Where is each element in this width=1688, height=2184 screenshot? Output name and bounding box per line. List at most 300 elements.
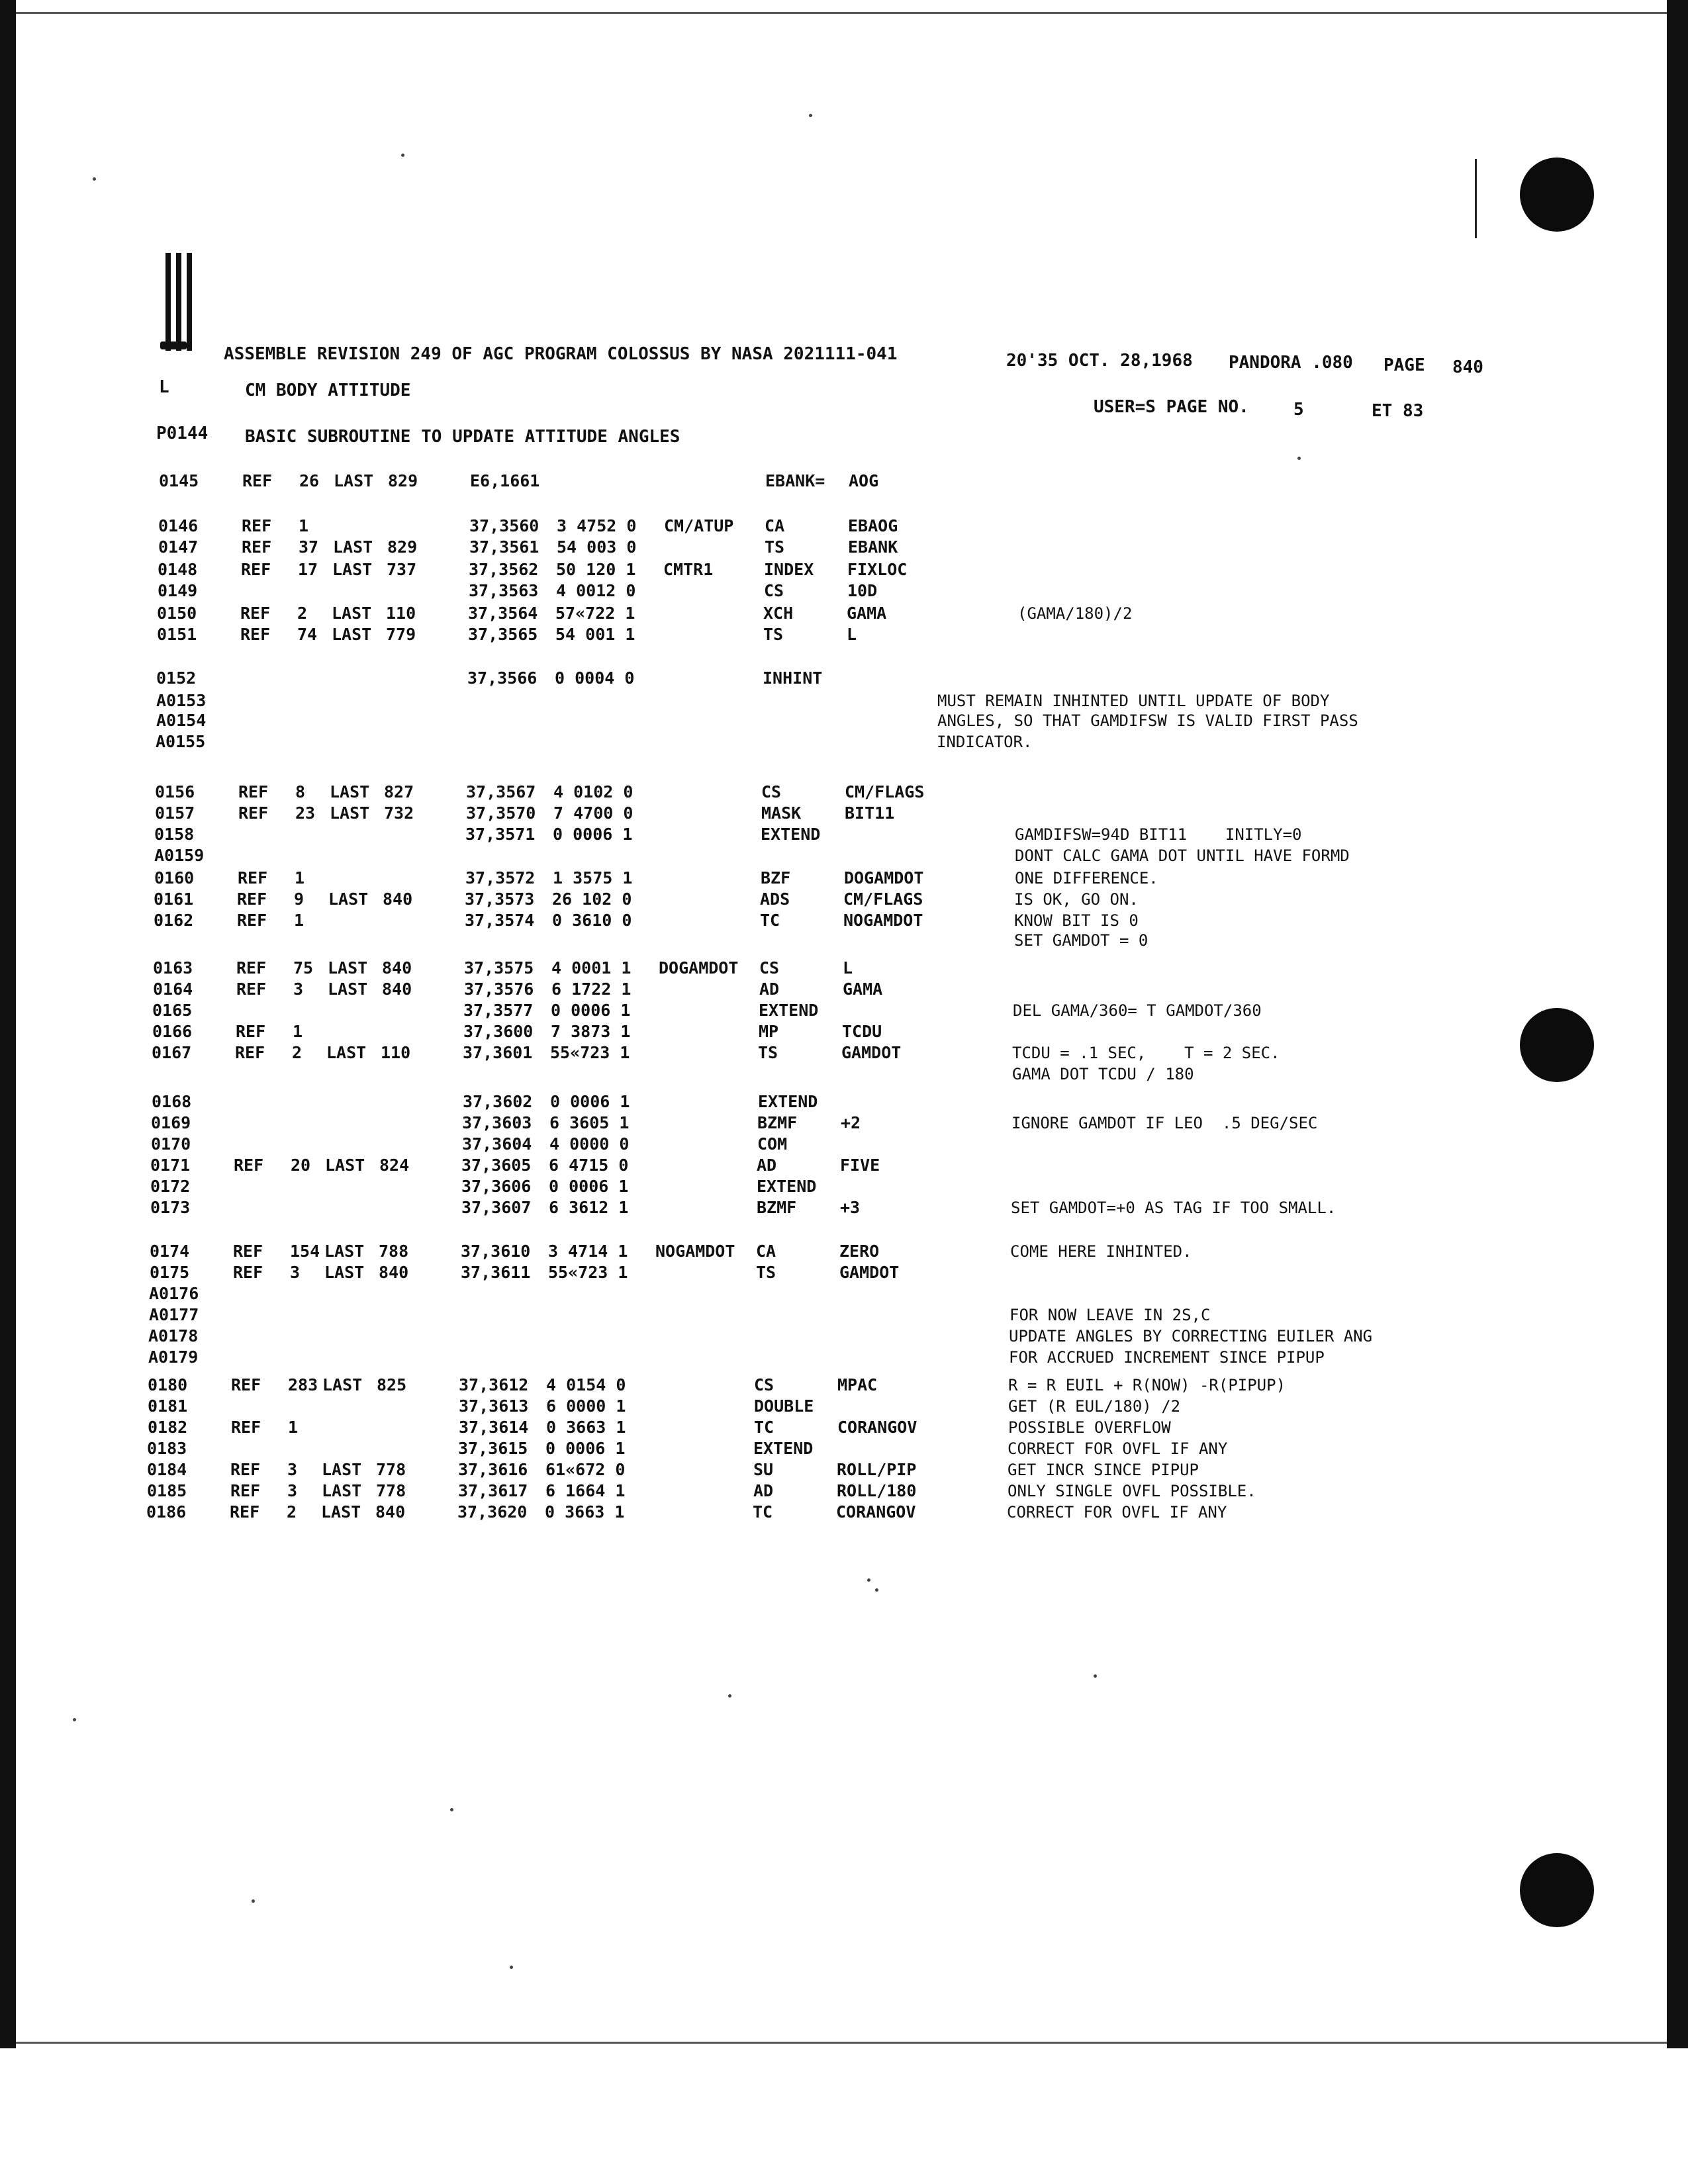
line-operand: AOG <box>849 471 879 490</box>
line-rc: 23 <box>295 803 316 823</box>
line-no: 0174 <box>150 1242 190 1261</box>
line-no: A0177 <box>149 1305 199 1324</box>
line-lp: 737 <box>387 560 417 579</box>
line-addr: 37,3560 <box>469 516 539 535</box>
line-rc: 2 <box>287 1502 297 1522</box>
punch-hole-middle <box>1520 1008 1594 1082</box>
line-lp: 788 <box>379 1242 409 1261</box>
line-addr: 37,3614 <box>459 1418 529 1437</box>
line-code: 57«722 1 <box>555 604 635 623</box>
line-no: 0181 <box>148 1396 188 1416</box>
staple-mark <box>187 253 192 351</box>
line-ref: REF <box>233 1242 263 1261</box>
user-page-suffix: ET 83 <box>1372 401 1424 421</box>
line-rc: 8 <box>295 782 306 801</box>
line-no: 0160 <box>154 868 195 887</box>
line-last: LAST <box>334 471 374 490</box>
line-label: CM/ATUP <box>664 516 734 535</box>
line-lp: 732 <box>384 803 414 823</box>
line-op: CA <box>756 1242 776 1261</box>
line-code: 4 0000 0 <box>549 1134 630 1154</box>
line-no: 0166 <box>152 1022 193 1041</box>
line-ref: REF <box>230 1481 261 1500</box>
line-last: LAST <box>325 1156 365 1175</box>
line-operand: CM/FLAGS <box>845 782 925 801</box>
line-operand: DOGAMDOT <box>844 868 924 887</box>
line-operand: 10D <box>847 581 878 600</box>
line-no: 0147 <box>158 537 199 557</box>
line-addr: 37,3601 <box>463 1043 533 1062</box>
line-no: 0165 <box>152 1001 193 1020</box>
line-no: A0153 <box>156 691 207 710</box>
line-comment: R = R EUIL + R(NOW) -R(PIPUP) <box>1008 1376 1286 1394</box>
line-op: INDEX <box>764 560 814 579</box>
line-rc: 154 <box>290 1242 320 1261</box>
line-rc: 75 <box>293 958 314 978</box>
line-operand: MPAC <box>837 1375 878 1394</box>
line-code: 4 0001 1 <box>551 958 632 978</box>
line-code: 55«723 1 <box>550 1043 630 1062</box>
line-last: LAST <box>322 1460 362 1479</box>
line-operand: L <box>847 625 857 644</box>
line-code: 54 001 1 <box>555 625 635 644</box>
header-page-label: PAGE <box>1383 355 1425 375</box>
line-comment: MUST REMAIN INHINTED UNTIL UPDATE OF BODY <box>937 692 1330 710</box>
line-op: AD <box>757 1156 777 1175</box>
line-no: 0150 <box>157 604 197 623</box>
line-addr: 37,3570 <box>466 803 536 823</box>
line-rc: 37 <box>299 537 319 557</box>
line-comment: GAMDIFSW=94D BIT11 INITLY=0 <box>1015 825 1302 844</box>
line-code: 4 0102 0 <box>553 782 633 801</box>
line-no: A0155 <box>156 732 206 751</box>
user-page-number: 5 <box>1293 400 1304 420</box>
line-comment: INDICATOR. <box>937 733 1033 751</box>
line-lp: 840 <box>382 979 412 999</box>
line-ref: REF <box>238 868 268 887</box>
line-last: LAST <box>332 560 373 579</box>
line-addr: 37,3616 <box>458 1460 528 1479</box>
line-addr: 37,3602 <box>463 1092 533 1111</box>
line-addr: 37,3566 <box>467 668 538 688</box>
line-no: A0176 <box>149 1284 199 1303</box>
line-label: DOGAMDOT <box>659 958 739 978</box>
line-addr: 37,3617 <box>458 1481 528 1500</box>
line-lp: 840 <box>379 1263 409 1282</box>
line-ref: REF <box>240 604 271 623</box>
line-last: LAST <box>330 782 370 801</box>
line-operand: +3 <box>840 1198 861 1217</box>
line-comment: KNOW BIT IS 0 <box>1014 911 1139 930</box>
punch-hole-top <box>1520 158 1594 232</box>
line-comment: SET GAMDOT=+0 AS TAG IF TOO SMALL. <box>1011 1199 1336 1217</box>
line-lp: 827 <box>384 782 414 801</box>
line-operand: GAMA <box>847 604 887 623</box>
line-ref: REF <box>236 958 267 978</box>
line-op: INHINT <box>763 668 823 688</box>
scan-border-top <box>16 12 1667 14</box>
line-ref: REF <box>236 979 267 999</box>
line-code: 7 4700 0 <box>553 803 633 823</box>
line-rc: 20 <box>291 1156 311 1175</box>
line-op: DOUBLE <box>754 1396 814 1416</box>
line-no: 0151 <box>157 625 197 644</box>
line-rc: 283 <box>288 1375 318 1394</box>
line-op: EBANK= <box>765 471 825 490</box>
line-rc: 3 <box>290 1263 301 1282</box>
line-addr: 37,3571 <box>465 825 536 844</box>
header-page-number: 840 <box>1452 357 1483 377</box>
staple-mark <box>160 341 187 349</box>
line-operand: CORANGOV <box>837 1418 917 1437</box>
scan-border-right <box>1667 0 1688 2048</box>
line-ref: REF <box>235 1043 265 1062</box>
line-code: 0 3663 1 <box>545 1502 625 1522</box>
line-code: 6 3612 1 <box>549 1198 629 1217</box>
line-addr: 37,3612 <box>459 1375 529 1394</box>
line-no: 0182 <box>148 1418 188 1437</box>
line-code: 6 1664 1 <box>545 1481 626 1500</box>
line-lp: 840 <box>375 1502 406 1522</box>
line-op: EXTEND <box>759 1001 819 1020</box>
line-comment: POSSIBLE OVERFLOW <box>1008 1418 1171 1437</box>
line-op: EXTEND <box>757 1177 817 1196</box>
line-lp: 840 <box>383 889 413 909</box>
line-no: 0152 <box>156 668 197 688</box>
line-comment: ONLY SINGLE OVFL POSSIBLE. <box>1008 1482 1256 1500</box>
line-no: 0186 <box>146 1502 187 1522</box>
line-op: CA <box>765 516 785 535</box>
line-comment: IGNORE GAMDOT IF LEO .5 DEG/SEC <box>1011 1114 1318 1132</box>
line-code: 0 3610 0 <box>552 911 632 930</box>
line-lp: 110 <box>386 604 416 623</box>
staple-mark <box>165 253 171 351</box>
line-code: 0 0006 1 <box>545 1439 626 1458</box>
line-last: LAST <box>322 1375 363 1394</box>
line-addr: 37,3565 <box>468 625 538 644</box>
line-ref: REF <box>230 1502 260 1522</box>
line-code: 0 0006 1 <box>553 825 633 844</box>
line-addr: 37,3607 <box>461 1198 532 1217</box>
line-rc: 2 <box>292 1043 303 1062</box>
line-ref: REF <box>242 537 272 557</box>
line-no: 0164 <box>153 979 193 999</box>
line-no: A0159 <box>154 846 205 865</box>
punch-hole-bottom <box>1520 1853 1594 1927</box>
line-addr: 37,3574 <box>465 911 535 930</box>
line-ref: REF <box>242 516 272 535</box>
line-no: A0179 <box>148 1347 199 1367</box>
line-op: TS <box>765 537 785 557</box>
line-last: LAST <box>321 1502 361 1522</box>
line-last: LAST <box>332 604 372 623</box>
line-no: 0158 <box>154 825 195 844</box>
line-op: AD <box>759 979 780 999</box>
line-no: 0171 <box>150 1156 191 1175</box>
line-no: 0184 <box>147 1460 187 1479</box>
line-no: 0185 <box>147 1481 187 1500</box>
line-addr: 37,3610 <box>461 1242 531 1261</box>
line-operand: +2 <box>841 1113 861 1132</box>
line-addr: 37,3564 <box>468 604 538 623</box>
line-comment: DEL GAMA/360= T GAMDOT/360 <box>1013 1001 1262 1020</box>
line-comment: ONE DIFFERENCE. <box>1015 869 1158 887</box>
line-addr: 37,3575 <box>464 958 534 978</box>
line-no: 0163 <box>153 958 193 978</box>
line-operand: ZERO <box>839 1242 880 1261</box>
line-addr: 37,3600 <box>463 1022 534 1041</box>
line-op: EXTEND <box>753 1439 814 1458</box>
line-code: 54 003 0 <box>557 537 637 557</box>
line-lp: 829 <box>388 471 418 490</box>
line-rc: 1 <box>293 1022 303 1041</box>
line-addr: 37,3611 <box>461 1263 531 1282</box>
line-last: LAST <box>333 537 373 557</box>
line-addr: 37,3561 <box>469 537 539 557</box>
line-addr: 37,3563 <box>469 581 539 600</box>
line-op: EXTEND <box>758 1092 818 1111</box>
line-op: TC <box>754 1418 774 1437</box>
line-no: 0183 <box>147 1439 187 1458</box>
line-code: 6 0000 1 <box>546 1396 626 1416</box>
line-no: 0156 <box>155 782 195 801</box>
line-rc: 3 <box>287 1481 298 1500</box>
line-addr: 37,3572 <box>465 868 536 887</box>
line-last: LAST <box>328 979 368 999</box>
line-code: 55«723 1 <box>548 1263 628 1282</box>
line-code: 0 3663 1 <box>546 1418 626 1437</box>
line-lp: 829 <box>387 537 418 557</box>
line-code: 3 4752 0 <box>557 516 637 535</box>
line-op: TC <box>753 1502 773 1522</box>
line-ref: REF <box>238 803 269 823</box>
line-ref: REF <box>241 560 271 579</box>
line-op: BZMF <box>757 1113 798 1132</box>
line-addr: 37,3615 <box>458 1439 528 1458</box>
line-no: A0154 <box>156 711 207 730</box>
section-title: CM BODY ATTITUDE <box>245 381 411 400</box>
line-code: 26 102 0 <box>552 889 632 909</box>
line-op: EXTEND <box>761 825 821 844</box>
line-comment: CORRECT FOR OVFL IF ANY <box>1008 1439 1228 1458</box>
line-operand: GAMDOT <box>841 1043 902 1062</box>
line-comment: IS OK, GO ON. <box>1014 890 1139 909</box>
line-rc: 17 <box>298 560 318 579</box>
line-comment: CORRECT FOR OVFL IF ANY <box>1007 1503 1227 1522</box>
line-operand: FIXLOC <box>847 560 908 579</box>
line-op: SU <box>753 1460 774 1479</box>
line-operand: GAMA <box>843 979 883 999</box>
line-last: LAST <box>332 625 372 644</box>
line-comment: GAMA DOT TCDU / 180 <box>1012 1065 1194 1083</box>
line-label: CMTR1 <box>663 560 714 579</box>
line-rc: 1 <box>288 1418 299 1437</box>
line-lp: 110 <box>381 1043 411 1062</box>
line-ref: REF <box>230 1460 261 1479</box>
line-last: LAST <box>328 958 368 978</box>
line-operand: EBANK <box>848 537 898 557</box>
line-no: 0172 <box>150 1177 191 1196</box>
line-op: CS <box>764 581 784 600</box>
line-rc: 9 <box>294 889 305 909</box>
line-no: 0173 <box>150 1198 191 1217</box>
line-label: NOGAMDOT <box>655 1242 735 1261</box>
line-addr: 37,3613 <box>459 1396 529 1416</box>
line-code: 6 4715 0 <box>549 1156 629 1175</box>
line-rc: 1 <box>295 868 305 887</box>
line-last: LAST <box>322 1481 362 1500</box>
line-comment: TCDU = .1 SEC, T = 2 SEC. <box>1012 1044 1280 1062</box>
line-lp: 779 <box>386 625 416 644</box>
header-L: L <box>159 377 169 397</box>
line-op: COM <box>757 1134 788 1154</box>
line-lp: 824 <box>379 1156 410 1175</box>
staple-mark <box>176 253 181 351</box>
margin-tick <box>1475 159 1477 238</box>
line-code: 4 0012 0 <box>556 581 636 600</box>
line-no: 0146 <box>158 516 199 535</box>
line-comment: FOR NOW LEAVE IN 2S,C <box>1009 1306 1211 1324</box>
line-ref: REF <box>237 911 267 930</box>
line-code: 6 1722 1 <box>551 979 632 999</box>
header-pandora: PANDORA .080 <box>1229 353 1353 373</box>
header-datetime: 20'35 OCT. 28,1968 <box>1006 351 1193 371</box>
line-comment: FOR ACCRUED INCREMENT SINCE PIPUP <box>1009 1348 1325 1367</box>
line-op: CS <box>759 958 780 978</box>
line-op: TS <box>763 625 784 644</box>
line-no: 0148 <box>158 560 198 579</box>
line-rc: 2 <box>297 604 308 623</box>
line-addr: 37,3567 <box>466 782 536 801</box>
line-last: LAST <box>324 1263 365 1282</box>
line-op: MASK <box>761 803 802 823</box>
line-operand: EBAOG <box>848 516 898 535</box>
line-last: LAST <box>326 1043 367 1062</box>
user-page-line: USER=S PAGE NO. <box>1094 397 1249 417</box>
line-operand: ROLL/PIP <box>837 1460 917 1479</box>
line-ref: REF <box>242 471 273 490</box>
line-op: AD <box>753 1481 774 1500</box>
line-code: 0 0006 1 <box>551 1001 631 1020</box>
line-addr: 37,3606 <box>461 1177 532 1196</box>
line-ref: REF <box>231 1375 261 1394</box>
line-no: 0169 <box>151 1113 191 1132</box>
line-op: BZF <box>761 868 791 887</box>
line-operand: TCDU <box>842 1022 882 1041</box>
line-addr: 37,3603 <box>462 1113 532 1132</box>
line-operand: L <box>843 958 853 978</box>
line-code: 50 120 1 <box>556 560 636 579</box>
line-addr: 37,3605 <box>461 1156 532 1175</box>
line-comment: COME HERE INHINTED. <box>1010 1242 1192 1261</box>
line-no: 0180 <box>148 1375 188 1394</box>
line-no: 0167 <box>152 1043 192 1062</box>
line-operand: ROLL/180 <box>837 1481 917 1500</box>
line-op: MP <box>759 1022 779 1041</box>
line-addr: 37,3562 <box>469 560 539 579</box>
line-comment: SET GAMDOT = 0 <box>1014 931 1149 950</box>
line-no: A0178 <box>148 1326 199 1345</box>
line-no: 0157 <box>155 803 195 823</box>
p-line-text: BASIC SUBROUTINE TO UPDATE ATTITUDE ANGLES <box>245 427 680 447</box>
line-no: 0168 <box>152 1092 192 1111</box>
line-op: TS <box>756 1263 776 1282</box>
line-ref: REF <box>240 625 271 644</box>
line-comment: DONT CALC GAMA DOT UNTIL HAVE FORMD <box>1015 846 1350 865</box>
line-code: 61«672 0 <box>545 1460 626 1479</box>
line-last: LAST <box>330 803 370 823</box>
line-ref: REF <box>231 1418 261 1437</box>
line-operand: CORANGOV <box>836 1502 916 1522</box>
line-lp: 778 <box>376 1481 406 1500</box>
line-code: 1 3575 1 <box>553 868 633 887</box>
line-comment: ANGLES, SO THAT GAMDIFSW IS VALID FIRST PASS <box>937 711 1358 730</box>
line-op: ADS <box>760 889 790 909</box>
line-last: LAST <box>328 889 369 909</box>
line-last: LAST <box>324 1242 365 1261</box>
line-code: 7 3873 1 <box>551 1022 631 1041</box>
line-comment: GET (R EUL/180) /2 <box>1008 1397 1181 1416</box>
line-op: TC <box>760 911 780 930</box>
line-ref: REF <box>234 1156 264 1175</box>
line-code: 0 0004 0 <box>555 668 635 688</box>
line-rc: 74 <box>297 625 318 644</box>
line-code: 3 4714 1 <box>548 1242 628 1261</box>
line-rc: 3 <box>287 1460 298 1479</box>
line-addr: 37,3577 <box>463 1001 534 1020</box>
line-ref: REF <box>238 782 269 801</box>
p-line-id: P0144 <box>156 424 209 443</box>
line-op: TS <box>758 1043 778 1062</box>
line-operand: BIT11 <box>845 803 895 823</box>
line-op: XCH <box>763 604 794 623</box>
line-no: 0145 <box>159 471 199 490</box>
line-no: 0175 <box>150 1263 190 1282</box>
line-no: 0149 <box>158 581 198 600</box>
line-lp: 840 <box>382 958 412 978</box>
line-rc: 26 <box>299 471 320 490</box>
line-comment: (GAMA/180)/2 <box>1017 604 1133 623</box>
line-code: 0 0006 1 <box>550 1092 630 1111</box>
line-code: 6 3605 1 <box>549 1113 630 1132</box>
line-operand: GAMDOT <box>839 1263 900 1282</box>
line-rc: 1 <box>299 516 309 535</box>
line-lp: 778 <box>376 1460 406 1479</box>
line-no: 0170 <box>151 1134 191 1154</box>
line-no: 0161 <box>154 889 194 909</box>
line-ref: REF <box>233 1263 263 1282</box>
line-addr: 37,3620 <box>457 1502 528 1522</box>
line-op: BZMF <box>757 1198 797 1217</box>
line-op: CS <box>754 1375 774 1394</box>
line-lp: 825 <box>377 1375 407 1394</box>
line-rc: 1 <box>294 911 305 930</box>
line-operand: NOGAMDOT <box>843 911 923 930</box>
line-code: 4 0154 0 <box>546 1375 626 1394</box>
line-ref: REF <box>236 1022 266 1041</box>
line-comment: GET INCR SINCE PIPUP <box>1008 1461 1199 1479</box>
line-no: 0162 <box>154 911 194 930</box>
line-addr: 37,3576 <box>464 979 534 999</box>
line-ref: REF <box>237 889 267 909</box>
line-rc: 3 <box>293 979 304 999</box>
line-addr: E6,1661 <box>470 471 540 490</box>
line-comment: UPDATE ANGLES BY CORRECTING EUILER ANG <box>1009 1327 1373 1345</box>
line-operand: CM/FLAGS <box>843 889 923 909</box>
line-operand: FIVE <box>840 1156 880 1175</box>
line-op: CS <box>761 782 782 801</box>
line-code: 0 0006 1 <box>549 1177 629 1196</box>
